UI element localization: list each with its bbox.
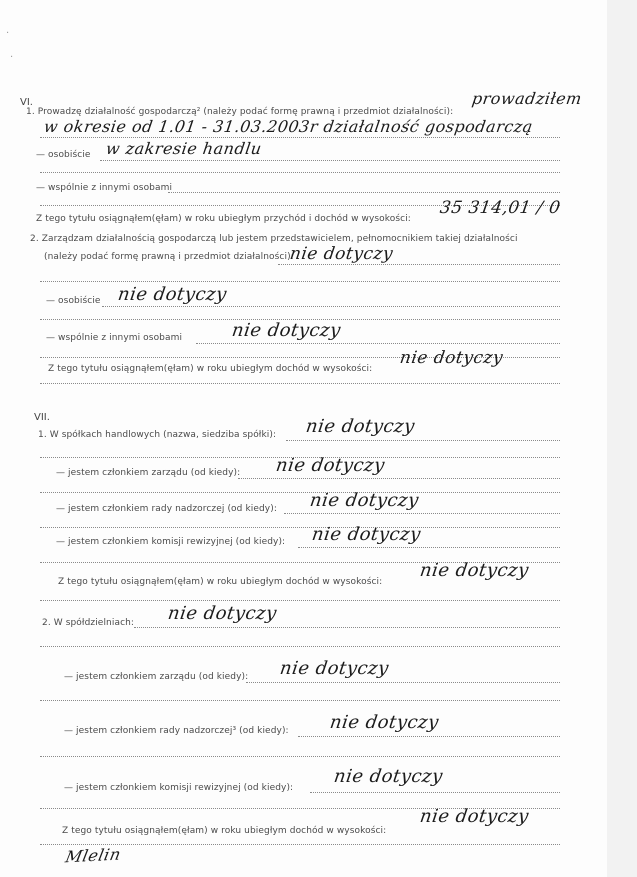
- handwritten-amount: nie dotyczy: [418, 560, 531, 581]
- fill-line: [40, 281, 560, 282]
- field-label: — wspólnie z innymi osobami: [46, 333, 183, 343]
- fill-line: [40, 383, 560, 384]
- field-label: 2. W spółdzielniach:: [42, 618, 135, 628]
- field-label: — jestem członkiem zarządu (od kiedy):: [56, 468, 241, 478]
- field-label: — osobiście: [36, 150, 91, 160]
- fill-line: [40, 600, 560, 601]
- field-label: Z tego tytułu osiągnąłem(ęłam) w roku ubiegłym dochód w wysokości:: [58, 577, 383, 587]
- handwritten-entry: w okresie od 1.01 - 31.03.2003r działalność gospodarczą: [42, 117, 535, 136]
- field-label: 2. Zarządzam działalnością gospodarczą lub jestem przedstawicielem, pełnomocnikiem takiej działalności: [30, 234, 518, 244]
- handwritten-entry: nie dotyczy: [304, 416, 417, 437]
- fill-line: [40, 137, 560, 138]
- fill-line: [40, 700, 560, 701]
- field-label: — jestem członkiem komisji rewizyjnej (od kiedy):: [56, 537, 286, 547]
- field-label: — jestem członkiem zarządu (od kiedy):: [64, 672, 249, 682]
- fill-line: [40, 492, 560, 493]
- fill-line: [40, 756, 560, 757]
- handwritten-entry: nie dotyczy: [278, 658, 391, 679]
- fill-line: [196, 343, 560, 344]
- handwritten-entry: nie dotyczy: [310, 524, 423, 545]
- handwritten-entry: nie dotyczy: [288, 244, 395, 264]
- page-edge-shadow: [607, 0, 637, 877]
- section-number: VI.: [20, 97, 33, 108]
- scan-speck: ·: [6, 28, 10, 39]
- handwritten-amount: nie dotyczy: [398, 348, 505, 368]
- handwritten-amount: 35 314,01 / 0: [438, 198, 562, 218]
- field-label: — jestem członkiem komisji rewizyjnej (od kiedy):: [64, 783, 294, 793]
- scan-speck: ·: [10, 52, 14, 63]
- fill-line: [298, 547, 560, 548]
- field-label: — jestem członkiem rady nadzorczej (od kiedy):: [56, 504, 277, 514]
- field-label: 1. Prowadzę działalność gospodarczą² (należy podać formę prawną i przedmiot działalności):: [26, 107, 454, 117]
- handwritten-entry: nie dotyczy: [116, 284, 229, 305]
- signature: Mlelin: [63, 844, 123, 867]
- field-label: Z tego tytułu osiągnąłem(ęłam) w roku ubiegłym dochód w wysokości:: [62, 826, 387, 836]
- fill-line: [310, 792, 560, 793]
- fill-line: [100, 160, 560, 161]
- handwritten-entry: prowadziłem: [470, 89, 584, 108]
- field-label: (należy podać formę prawną i przedmiot działalności):: [44, 252, 294, 262]
- fill-line: [298, 736, 560, 737]
- handwritten-amount: nie dotyczy: [418, 806, 531, 827]
- handwritten-entry: nie dotyczy: [328, 712, 441, 733]
- fill-line: [286, 440, 560, 441]
- handwritten-entry: nie dotyczy: [230, 320, 343, 341]
- field-label: 1. W spółkach handlowych (nazwa, siedziba spółki):: [38, 430, 277, 440]
- fill-line: [168, 192, 560, 193]
- handwritten-entry: nie dotyczy: [166, 603, 279, 624]
- fill-line: [40, 646, 560, 647]
- section-number: VII.: [34, 412, 50, 423]
- handwritten-entry: nie dotyczy: [308, 490, 421, 511]
- fill-line: [40, 527, 560, 528]
- fill-line: [238, 478, 560, 479]
- handwritten-entry: w zakresie handlu: [104, 139, 264, 158]
- fill-line: [40, 172, 560, 173]
- field-label: — wspólnie z innymi osobami: [36, 183, 173, 193]
- handwritten-entry: nie dotyczy: [274, 455, 387, 476]
- fill-line: [134, 627, 560, 628]
- field-label: — osobiście: [46, 296, 101, 306]
- field-label: Z tego tytułu osiągnąłem(ęłam) w roku ubiegłym przychód i dochód w wysokości:: [36, 214, 411, 224]
- fill-line: [102, 306, 560, 307]
- field-label: Z tego tytułu osiągnąłem(ęłam) w roku ubiegłym dochód w wysokości:: [48, 364, 373, 374]
- handwritten-entry: nie dotyczy: [332, 766, 445, 787]
- fill-line: [246, 682, 560, 683]
- fill-line: [278, 264, 560, 265]
- field-label: — jestem członkiem rady nadzorczej³ (od kiedy):: [64, 726, 289, 736]
- fill-line: [284, 513, 560, 514]
